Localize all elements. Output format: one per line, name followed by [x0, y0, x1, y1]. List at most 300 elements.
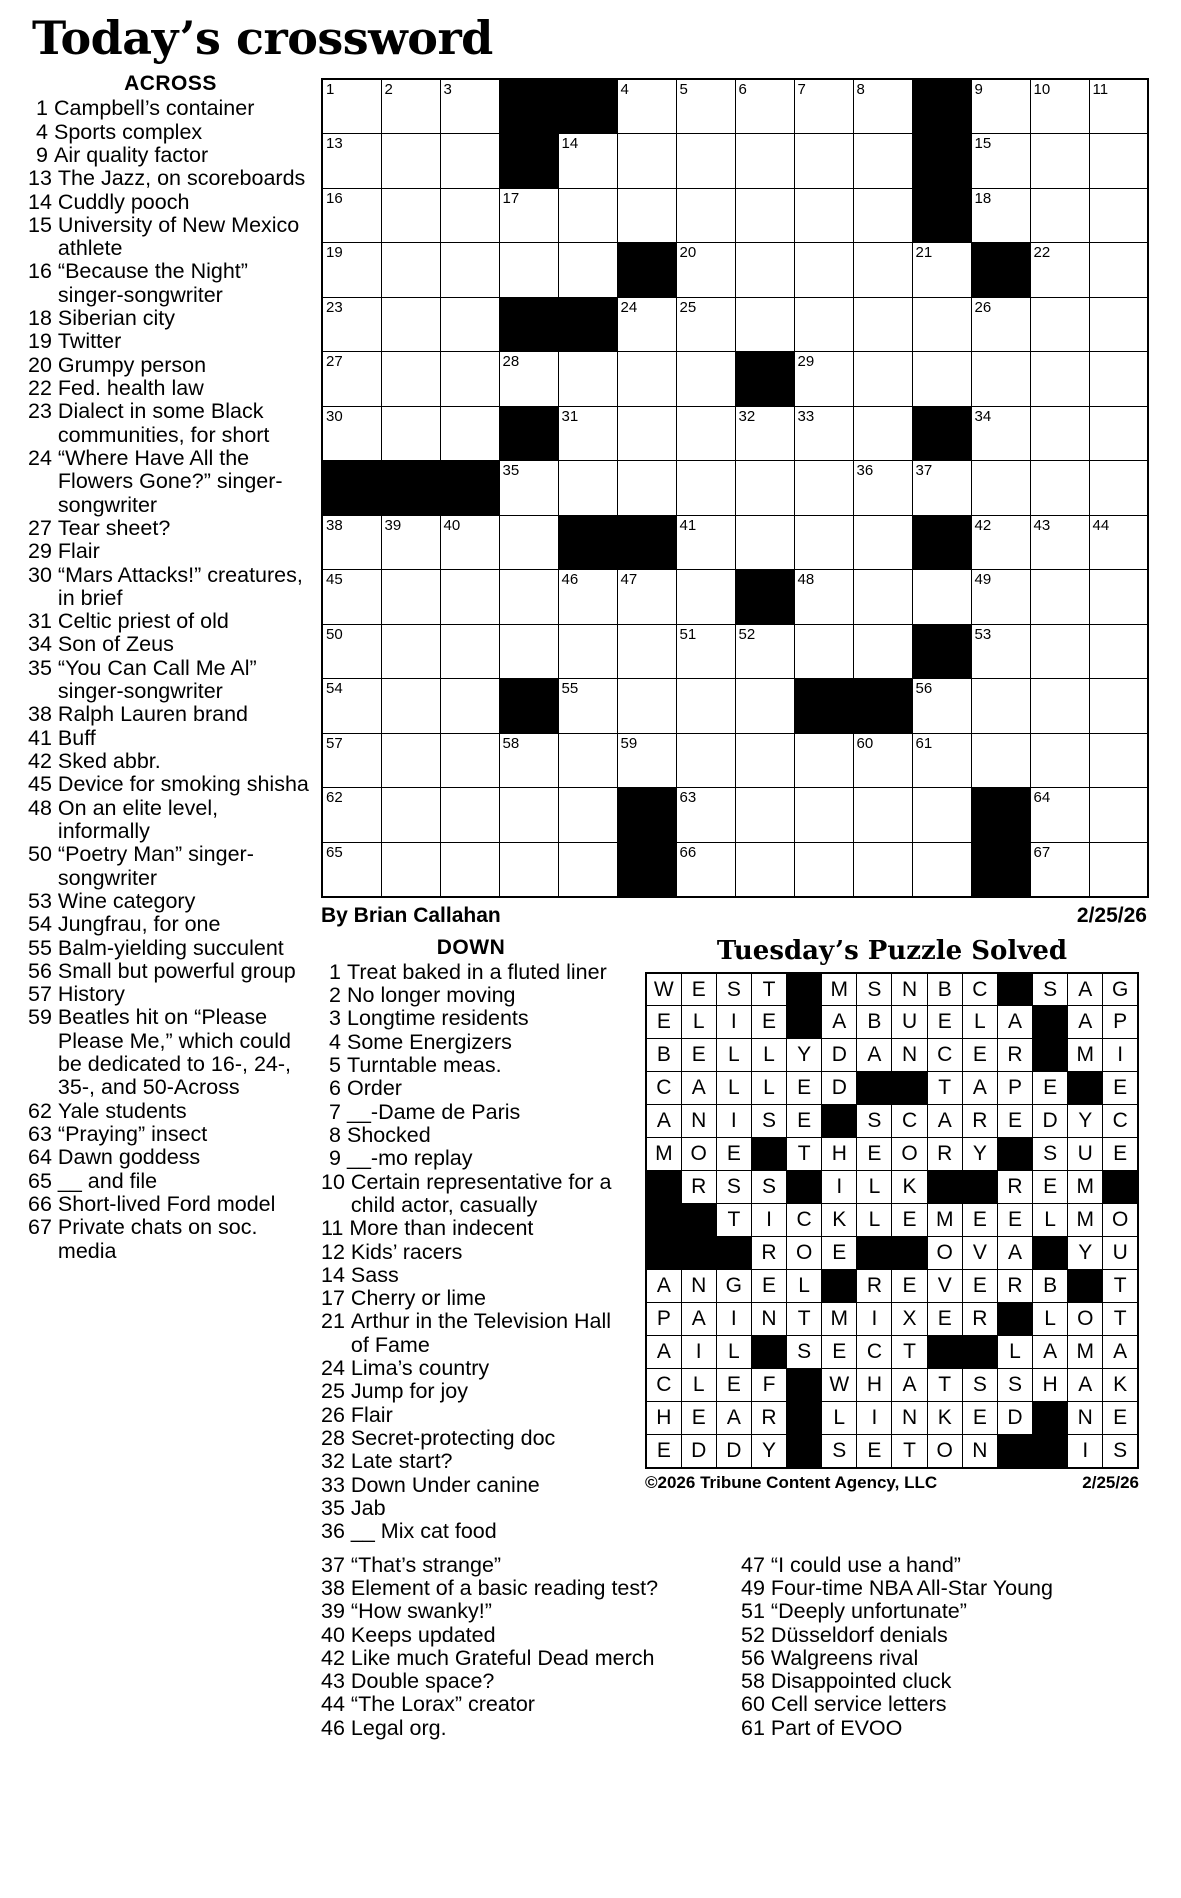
clue-item[interactable]: [321, 1077, 621, 1100]
solved-cell: E: [962, 1039, 997, 1072]
grid-cell[interactable]: [322, 515, 381, 570]
grid-cell[interactable]: [971, 134, 1030, 189]
grid-cell[interactable]: [617, 352, 676, 407]
grid-cell[interactable]: [912, 788, 971, 843]
clue-item[interactable]: [28, 121, 313, 144]
grid-cell[interactable]: [440, 79, 499, 134]
grid-cell[interactable]: [499, 515, 558, 570]
grid-cell[interactable]: [1030, 788, 1089, 843]
solved-cell: E: [1033, 1171, 1068, 1204]
grid-cell[interactable]: [440, 134, 499, 189]
clue-text: “Praying” insect: [57, 1122, 208, 1147]
clue-number: 67: [28, 1215, 52, 1240]
grid-cell[interactable]: [853, 297, 912, 352]
grid-cell[interactable]: [381, 188, 440, 243]
grid-cell[interactable]: [735, 406, 794, 461]
grid-cell[interactable]: [440, 243, 499, 298]
grid-cell-block: [617, 842, 676, 897]
grid-cell[interactable]: [558, 406, 617, 461]
grid-cell-number: 27: [326, 353, 343, 371]
grid-cell[interactable]: [735, 842, 794, 897]
grid-cell[interactable]: [499, 624, 558, 679]
grid-cell[interactable]: [794, 79, 853, 134]
grid-cell[interactable]: [735, 624, 794, 679]
clue-item[interactable]: [321, 984, 621, 1007]
grid-cell[interactable]: [381, 79, 440, 134]
grid-cell[interactable]: [558, 842, 617, 897]
clue-item[interactable]: [28, 330, 313, 353]
grid-cell[interactable]: [794, 352, 853, 407]
clue-item[interactable]: [321, 1647, 727, 1670]
grid-cell[interactable]: [617, 297, 676, 352]
grid-cell[interactable]: [676, 79, 735, 134]
grid-cell[interactable]: [971, 79, 1030, 134]
grid-cell[interactable]: [440, 515, 499, 570]
grid-cell[interactable]: [735, 297, 794, 352]
grid-cell[interactable]: [381, 297, 440, 352]
clue-item[interactable]: [321, 1427, 621, 1450]
puzzle-grid-wrap: [321, 78, 1163, 898]
grid-cell[interactable]: [558, 352, 617, 407]
clue-item[interactable]: [28, 1100, 313, 1123]
grid-cell[interactable]: [1089, 406, 1148, 461]
grid-cell[interactable]: [735, 188, 794, 243]
clue-item[interactable]: [321, 1241, 621, 1264]
grid-cell[interactable]: [322, 243, 381, 298]
clue-text: Air quality factor: [54, 142, 209, 167]
clue-item[interactable]: [28, 97, 313, 120]
grid-cell[interactable]: [558, 679, 617, 734]
grid-cell[interactable]: [676, 134, 735, 189]
grid-cell-number: 40: [443, 516, 461, 534]
clue-item[interactable]: [28, 1170, 313, 1193]
grid-cell[interactable]: [676, 188, 735, 243]
grid-cell[interactable]: [381, 134, 440, 189]
solved-cell-block: [962, 1171, 997, 1204]
grid-cell[interactable]: [1089, 188, 1148, 243]
grid-cell[interactable]: [617, 461, 676, 516]
clue-item[interactable]: [321, 1450, 621, 1473]
grid-cell[interactable]: [971, 461, 1030, 516]
clue-item[interactable]: [28, 1216, 313, 1263]
grid-cell[interactable]: [676, 733, 735, 788]
grid-cell[interactable]: [794, 406, 853, 461]
clue-item[interactable]: [321, 1217, 621, 1240]
clue-item[interactable]: [321, 1520, 621, 1543]
grid-cell[interactable]: [1089, 570, 1148, 625]
solved-cell: U: [1068, 1138, 1103, 1171]
clue-number: 31: [28, 609, 52, 634]
clue-item[interactable]: [321, 1404, 621, 1427]
clue-item[interactable]: [28, 214, 313, 261]
grid-cell[interactable]: [794, 134, 853, 189]
clue-number: 46: [321, 1715, 345, 1740]
grid-cell[interactable]: [558, 461, 617, 516]
grid-cell[interactable]: [735, 134, 794, 189]
clue-item[interactable]: [321, 1007, 621, 1030]
grid-cell[interactable]: [794, 243, 853, 298]
clue-item[interactable]: [28, 307, 313, 330]
grid-cell[interactable]: [735, 243, 794, 298]
clue-item[interactable]: [321, 1474, 621, 1497]
grid-cell[interactable]: [1030, 79, 1089, 134]
grid-cell[interactable]: [558, 570, 617, 625]
clue-item[interactable]: [28, 167, 313, 190]
grid-cell[interactable]: [912, 679, 971, 734]
grid-cell[interactable]: [617, 79, 676, 134]
grid-cell[interactable]: [499, 570, 558, 625]
crossword-grid[interactable]: [321, 78, 1149, 898]
grid-cell[interactable]: [912, 570, 971, 625]
grid-cell[interactable]: [794, 624, 853, 679]
grid-cell[interactable]: [676, 406, 735, 461]
grid-cell[interactable]: [971, 406, 1030, 461]
grid-cell[interactable]: [912, 842, 971, 897]
grid-cell[interactable]: [322, 788, 381, 843]
clue-text: __ Mix cat food: [350, 1519, 497, 1544]
clue-item[interactable]: [28, 703, 313, 726]
grid-cell[interactable]: [853, 788, 912, 843]
clue-item[interactable]: [321, 1497, 621, 1520]
grid-cell[interactable]: [558, 188, 617, 243]
clue-number: 9: [329, 1146, 341, 1171]
clue-item[interactable]: [321, 1031, 621, 1054]
grid-cell[interactable]: [617, 570, 676, 625]
clue-item[interactable]: [321, 1600, 727, 1623]
clue-number: 16: [28, 259, 52, 284]
grid-cell[interactable]: [971, 624, 1030, 679]
clue-item[interactable]: [28, 937, 313, 960]
grid-cell[interactable]: [971, 352, 1030, 407]
grid-cell[interactable]: [853, 842, 912, 897]
grid-cell[interactable]: [1089, 624, 1148, 679]
grid-cell[interactable]: [499, 188, 558, 243]
solved-cell: S: [1103, 1435, 1138, 1468]
grid-cell[interactable]: [381, 515, 440, 570]
clue-item[interactable]: [321, 1101, 621, 1124]
grid-cell[interactable]: [794, 842, 853, 897]
grid-cell[interactable]: [735, 515, 794, 570]
solved-cell: I: [857, 1402, 892, 1435]
clue-item[interactable]: [741, 1647, 1147, 1670]
clue-text: Campbell’s container: [54, 96, 255, 121]
grid-cell[interactable]: [912, 733, 971, 788]
grid-cell[interactable]: [971, 733, 1030, 788]
clue-item[interactable]: [28, 797, 313, 844]
clue-item[interactable]: [28, 960, 313, 983]
grid-cell[interactable]: [1089, 679, 1148, 734]
clue-item[interactable]: [28, 447, 313, 517]
grid-cell-number: 45: [326, 571, 343, 589]
clue-item[interactable]: [28, 843, 313, 890]
grid-cell[interactable]: [322, 352, 381, 407]
clue-item[interactable]: [28, 144, 313, 167]
grid-cell[interactable]: [794, 297, 853, 352]
grid-cell[interactable]: [381, 733, 440, 788]
clue-number: 36: [321, 1519, 345, 1544]
grid-cell[interactable]: [971, 188, 1030, 243]
grid-cell[interactable]: [440, 352, 499, 407]
grid-cell[interactable]: [912, 352, 971, 407]
solved-cell: C: [962, 973, 997, 1006]
grid-cell[interactable]: [1030, 406, 1089, 461]
clue-item[interactable]: [321, 1124, 621, 1147]
grid-cell[interactable]: [322, 297, 381, 352]
grid-cell[interactable]: [794, 515, 853, 570]
grid-cell[interactable]: [853, 188, 912, 243]
clue-item[interactable]: [28, 400, 313, 447]
clue-number: 4: [36, 119, 48, 144]
grid-cell[interactable]: [1030, 243, 1089, 298]
grid-cell[interactable]: [499, 352, 558, 407]
clue-item[interactable]: [28, 727, 313, 750]
clue-item[interactable]: [321, 1287, 621, 1310]
grid-cell[interactable]: [558, 624, 617, 679]
grid-cell[interactable]: [617, 134, 676, 189]
clue-item[interactable]: [28, 1146, 313, 1169]
grid-cell[interactable]: [853, 624, 912, 679]
grid-cell[interactable]: [971, 297, 1030, 352]
grid-cell[interactable]: [1089, 515, 1148, 570]
solved-cell-block: [787, 1171, 822, 1204]
grid-cell[interactable]: [381, 679, 440, 734]
grid-row: [322, 243, 1148, 298]
clue-item[interactable]: [741, 1554, 1147, 1577]
grid-cell[interactable]: [499, 733, 558, 788]
grid-cell[interactable]: [381, 352, 440, 407]
solved-cell: E: [927, 1303, 962, 1336]
grid-cell[interactable]: [440, 570, 499, 625]
grid-cell[interactable]: [676, 842, 735, 897]
grid-cell[interactable]: [1089, 788, 1148, 843]
grid-cell[interactable]: [853, 406, 912, 461]
clue-item[interactable]: [321, 1054, 621, 1077]
clue-item[interactable]: [28, 354, 313, 377]
clue-text: Jungfrau, for one: [57, 912, 221, 937]
grid-cell[interactable]: [440, 406, 499, 461]
grid-cell[interactable]: [499, 243, 558, 298]
clue-item[interactable]: [28, 633, 313, 656]
grid-cell[interactable]: [853, 515, 912, 570]
grid-cell[interactable]: [794, 733, 853, 788]
solved-cell: R: [997, 1171, 1032, 1204]
grid-cell[interactable]: [794, 570, 853, 625]
grid-cell[interactable]: [912, 297, 971, 352]
grid-cell[interactable]: [322, 733, 381, 788]
clue-item[interactable]: [321, 1717, 727, 1740]
grid-cell[interactable]: [440, 842, 499, 897]
grid-cell[interactable]: [1030, 679, 1089, 734]
grid-cell[interactable]: [440, 188, 499, 243]
grid-cell[interactable]: [676, 515, 735, 570]
grid-cell[interactable]: [676, 461, 735, 516]
grid-cell[interactable]: [381, 624, 440, 679]
grid-cell[interactable]: [1030, 733, 1089, 788]
grid-cell[interactable]: [1030, 624, 1089, 679]
grid-cell[interactable]: [1089, 733, 1148, 788]
grid-cell[interactable]: [853, 461, 912, 516]
clue-item[interactable]: [28, 890, 313, 913]
grid-cell[interactable]: [558, 134, 617, 189]
clue-item[interactable]: [28, 1006, 313, 1099]
grid-cell[interactable]: [1030, 515, 1089, 570]
grid-cell-number: 34: [974, 407, 992, 425]
clue-item[interactable]: [28, 657, 313, 704]
clue-item[interactable]: [741, 1577, 1147, 1600]
clue-item[interactable]: [28, 773, 313, 796]
grid-cell-number: 26: [974, 298, 992, 316]
grid-cell[interactable]: [1030, 188, 1089, 243]
grid-cell[interactable]: [1089, 842, 1148, 897]
grid-cell[interactable]: [676, 624, 735, 679]
clue-item[interactable]: [321, 1147, 621, 1170]
solved-cell: R: [681, 1171, 716, 1204]
grid-cell[interactable]: [735, 461, 794, 516]
clue-item[interactable]: [741, 1600, 1147, 1623]
grid-cell[interactable]: [440, 733, 499, 788]
clue-item[interactable]: [28, 750, 313, 773]
grid-cell[interactable]: [971, 515, 1030, 570]
grid-cell[interactable]: [1089, 461, 1148, 516]
grid-cell[interactable]: [676, 297, 735, 352]
solved-cell: B: [857, 1006, 892, 1039]
grid-cell[interactable]: [912, 461, 971, 516]
grid-cell[interactable]: [735, 788, 794, 843]
grid-cell[interactable]: [853, 570, 912, 625]
grid-cell[interactable]: [617, 679, 676, 734]
grid-cell[interactable]: [381, 570, 440, 625]
clue-item[interactable]: [28, 540, 313, 563]
clue-item[interactable]: [321, 1357, 621, 1380]
grid-cell[interactable]: [499, 461, 558, 516]
grid-cell[interactable]: [676, 788, 735, 843]
grid-cell[interactable]: [322, 679, 381, 734]
grid-cell[interactable]: [381, 842, 440, 897]
clue-item[interactable]: [321, 1380, 621, 1403]
grid-cell[interactable]: [440, 624, 499, 679]
grid-cell[interactable]: [322, 79, 381, 134]
grid-cell[interactable]: [617, 733, 676, 788]
grid-cell[interactable]: [1030, 461, 1089, 516]
clue-number: 53: [28, 888, 52, 913]
clue-item[interactable]: [741, 1693, 1147, 1716]
clue-number: 25: [321, 1379, 345, 1404]
clue-item[interactable]: [321, 1624, 727, 1647]
grid-cell[interactable]: [912, 243, 971, 298]
solved-cell: O: [787, 1237, 822, 1270]
clue-item[interactable]: [321, 1171, 621, 1218]
grid-cell-block: [912, 406, 971, 461]
grid-cell[interactable]: [1089, 134, 1148, 189]
clue-item[interactable]: [28, 564, 313, 611]
grid-cell[interactable]: [735, 679, 794, 734]
grid-cell[interactable]: [735, 79, 794, 134]
solved-cell: E: [1103, 1072, 1138, 1105]
grid-cell[interactable]: [735, 733, 794, 788]
clue-item[interactable]: [28, 517, 313, 540]
grid-cell[interactable]: [794, 188, 853, 243]
clue-item[interactable]: [28, 1123, 313, 1146]
grid-cell[interactable]: [322, 842, 381, 897]
grid-cell[interactable]: [794, 788, 853, 843]
grid-cell[interactable]: [1089, 352, 1148, 407]
clue-item[interactable]: [321, 1264, 621, 1287]
clue-item[interactable]: [321, 961, 621, 984]
clue-item[interactable]: [321, 1310, 621, 1357]
grid-cell[interactable]: [499, 788, 558, 843]
grid-cell[interactable]: [853, 733, 912, 788]
clue-item[interactable]: [28, 983, 313, 1006]
clue-item[interactable]: [741, 1624, 1147, 1647]
grid-cell[interactable]: [322, 570, 381, 625]
grid-cell[interactable]: [676, 352, 735, 407]
clue-item[interactable]: [321, 1577, 727, 1600]
grid-cell[interactable]: [1089, 243, 1148, 298]
grid-cell[interactable]: [1030, 842, 1089, 897]
clue-text: No longer moving: [347, 983, 516, 1008]
grid-cell[interactable]: [1089, 79, 1148, 134]
solved-cell-block: [716, 1237, 751, 1270]
grid-cell[interactable]: [1030, 134, 1089, 189]
clue-item[interactable]: [741, 1670, 1147, 1693]
clue-item[interactable]: [28, 1193, 313, 1216]
grid-cell[interactable]: [322, 406, 381, 461]
grid-cell[interactable]: [440, 297, 499, 352]
grid-cell[interactable]: [971, 570, 1030, 625]
grid-cell[interactable]: [558, 243, 617, 298]
grid-cell[interactable]: [971, 679, 1030, 734]
clue-item[interactable]: [28, 377, 313, 400]
clue-item[interactable]: [321, 1670, 727, 1693]
grid-cell[interactable]: [1030, 297, 1089, 352]
clue-item[interactable]: [28, 610, 313, 633]
grid-cell[interactable]: [853, 243, 912, 298]
grid-cell[interactable]: [676, 679, 735, 734]
grid-cell[interactable]: [1089, 297, 1148, 352]
grid-cell[interactable]: [617, 624, 676, 679]
clue-item[interactable]: [321, 1554, 727, 1577]
grid-cell[interactable]: [322, 134, 381, 189]
grid-cell[interactable]: [440, 788, 499, 843]
down-heading: DOWN: [436, 935, 506, 959]
grid-cell[interactable]: [558, 733, 617, 788]
grid-cell[interactable]: [322, 188, 381, 243]
grid-cell[interactable]: [381, 788, 440, 843]
grid-cell[interactable]: [322, 624, 381, 679]
grid-cell[interactable]: [617, 406, 676, 461]
grid-cell[interactable]: [794, 461, 853, 516]
grid-cell[interactable]: [1030, 570, 1089, 625]
clue-item[interactable]: [28, 260, 313, 307]
grid-cell[interactable]: [853, 134, 912, 189]
grid-cell[interactable]: [617, 188, 676, 243]
grid-cell[interactable]: [1030, 352, 1089, 407]
grid-cell[interactable]: [381, 406, 440, 461]
clue-item[interactable]: [741, 1717, 1147, 1740]
grid-cell[interactable]: [499, 842, 558, 897]
grid-cell[interactable]: [381, 243, 440, 298]
grid-cell[interactable]: [853, 352, 912, 407]
grid-cell[interactable]: [676, 570, 735, 625]
grid-cell[interactable]: [440, 679, 499, 734]
grid-cell[interactable]: [558, 788, 617, 843]
grid-cell[interactable]: [853, 79, 912, 134]
grid-cell[interactable]: [676, 243, 735, 298]
solved-cell: T: [892, 1336, 927, 1369]
clue-item[interactable]: [321, 1693, 727, 1716]
clue-item[interactable]: [28, 191, 313, 214]
clue-item[interactable]: [28, 913, 313, 936]
